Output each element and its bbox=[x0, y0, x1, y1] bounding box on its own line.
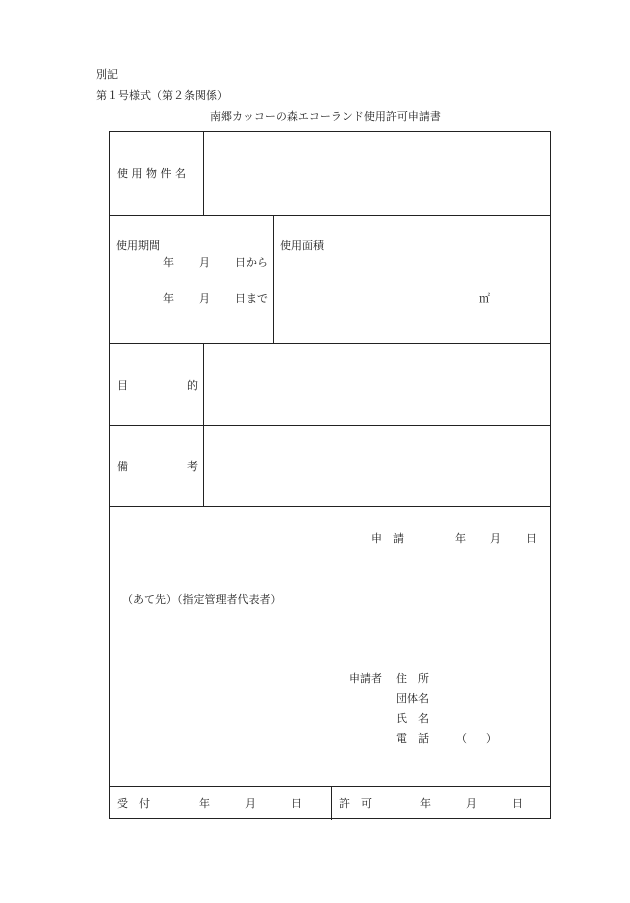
row-divider bbox=[110, 215, 550, 216]
row-divider bbox=[110, 425, 550, 426]
remarks-label-end: 考 bbox=[187, 460, 198, 473]
reception-day: 日 bbox=[291, 797, 302, 810]
form-title: 南郷カッコーの森エコーランド使用許可申請書 bbox=[210, 110, 441, 123]
remarks-field[interactable] bbox=[210, 431, 544, 501]
form-number: 第１号様式（第２条関係） bbox=[96, 89, 228, 102]
permission-year: 年 bbox=[420, 797, 431, 810]
application-year: 年 bbox=[455, 532, 466, 545]
purpose-field[interactable] bbox=[210, 349, 544, 419]
period-from-year: 年 bbox=[163, 256, 174, 269]
permission-day: 日 bbox=[512, 797, 523, 810]
permission-label: 許 可 bbox=[339, 797, 372, 810]
reception-year: 年 bbox=[199, 797, 210, 810]
name-label: 氏 名 bbox=[396, 712, 429, 725]
phone-paren-open: （ bbox=[456, 732, 467, 745]
phone-label: 電 話 bbox=[396, 732, 429, 745]
reception-label: 受 付 bbox=[117, 797, 150, 810]
property-name-field[interactable] bbox=[210, 138, 544, 210]
permission-month: 月 bbox=[466, 797, 477, 810]
area-unit: ㎡ bbox=[479, 292, 490, 305]
row-divider bbox=[110, 343, 550, 344]
application-month: 月 bbox=[490, 532, 501, 545]
purpose-label-end: 的 bbox=[187, 379, 198, 392]
period-from-month: 月 bbox=[199, 256, 210, 269]
area-label: 使用面積 bbox=[280, 239, 324, 252]
address-label: 住 所 bbox=[396, 672, 429, 685]
remarks-label-start: 備 bbox=[117, 460, 128, 473]
period-label: 使用期間 bbox=[116, 239, 160, 252]
row-divider bbox=[110, 786, 550, 787]
applicant-label: 申請者 bbox=[349, 672, 382, 685]
row-divider bbox=[110, 506, 550, 507]
period-to-day: 日まで bbox=[235, 292, 268, 305]
period-to-month: 月 bbox=[199, 292, 210, 305]
attachment-label: 別記 bbox=[96, 68, 118, 81]
purpose-label-start: 目 bbox=[117, 379, 128, 392]
reception-month: 月 bbox=[245, 797, 256, 810]
column-divider bbox=[273, 215, 274, 343]
column-divider bbox=[203, 343, 204, 506]
period-from-day: 日から bbox=[235, 256, 268, 269]
column-divider bbox=[331, 786, 332, 820]
property-name-label: 使 用 物 件 名 bbox=[117, 167, 186, 180]
application-day: 日 bbox=[526, 532, 537, 545]
column-divider bbox=[203, 132, 204, 215]
organization-label: 団体名 bbox=[396, 692, 429, 705]
application-label: 申 請 bbox=[371, 532, 404, 545]
addressee: （あて先）（指定管理者代表者） bbox=[122, 593, 282, 606]
phone-paren-close: ） bbox=[486, 732, 497, 745]
application-form bbox=[109, 131, 551, 819]
period-to-year: 年 bbox=[163, 292, 174, 305]
